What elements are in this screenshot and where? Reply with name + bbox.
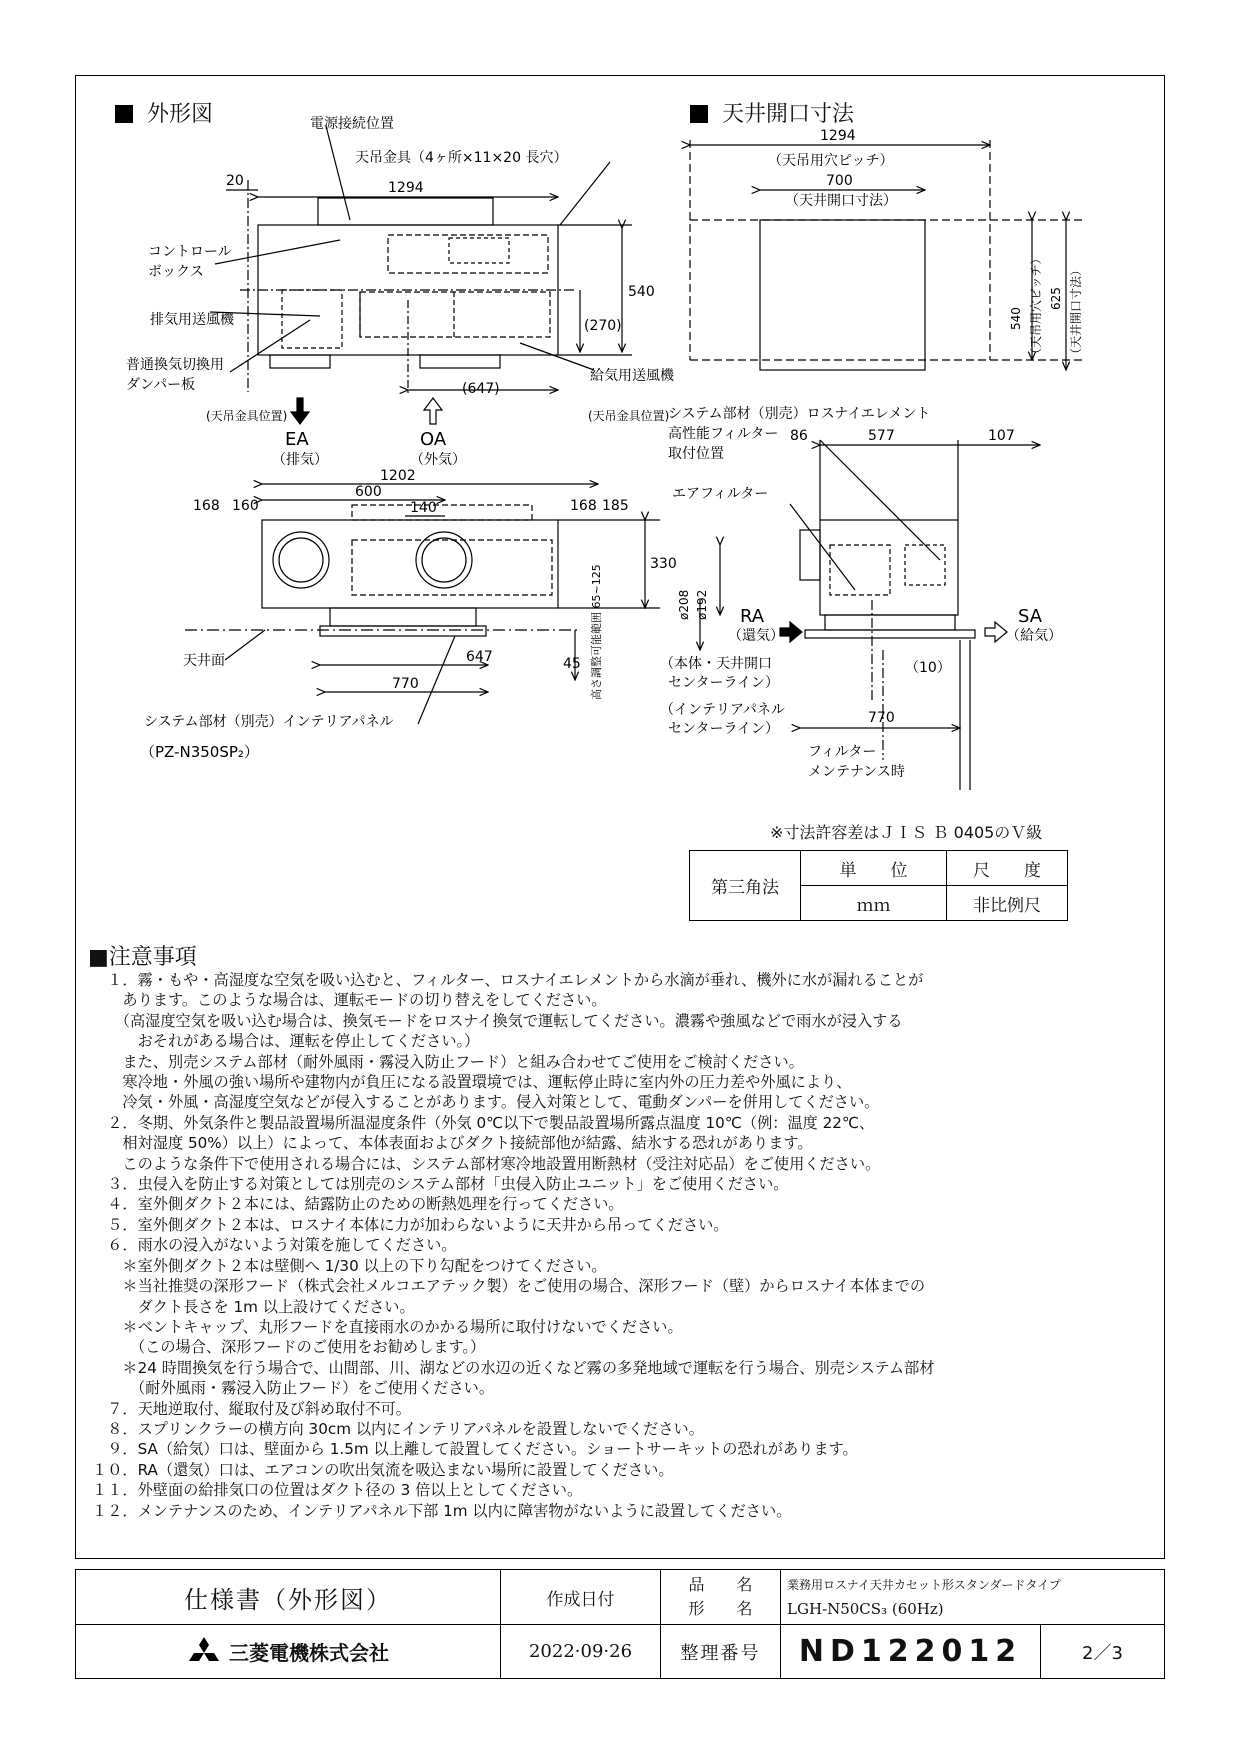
filter-label-1: 高性能フィルター [668, 426, 779, 442]
sa-arrow-icon [985, 622, 1007, 642]
center-label-1a: （本体・天井開口 [660, 656, 772, 672]
unit-value: ｍｍ [801, 886, 947, 921]
dim-1294: 1294 [388, 180, 424, 196]
dim-20: 20 [226, 173, 244, 189]
element-label: システム部材（別売）ロスナイエレメント [668, 406, 931, 422]
hanger-pos-left: (天吊金具位置) [206, 409, 288, 423]
dim-160: 160 [232, 498, 259, 514]
adjust-range: 高さ調整可能範囲 65~125 [590, 564, 603, 700]
note-line: また、別売システム部材（耐外風雨・霧浸入防止フード）と組み合わせてご使用をご検討ください。 [92, 1052, 804, 1071]
notes-title: ■注意事項 [88, 945, 197, 970]
ea-arrow-icon [291, 398, 309, 424]
dim-208: ø208 [677, 589, 691, 620]
maint-label-1: フィルター [808, 744, 877, 760]
center-label-2b: センターライン） [668, 721, 780, 737]
number-label: 整理番号 [661, 1625, 781, 1678]
dim-1202: 1202 [380, 468, 416, 484]
open-pitch-v: （天吊用穴ピッチ） [1029, 252, 1043, 360]
note-line: ６．雨水の浸入がないよう対策を施してください。 [92, 1236, 457, 1255]
note-line: 相対湿度 50%）以上）によって、本体表面およびダクト接続部他が結露、結氷する恐れがあります。 [92, 1134, 813, 1153]
hanger-label: 天吊金具（4ヶ所×11×20 長穴） [355, 150, 568, 166]
dim-270: (270) [584, 318, 622, 334]
dim-168-right: 168 [570, 498, 597, 514]
sa-label: SA [1018, 606, 1043, 627]
note-line: ８．スプリンクラーの横方向 30cm 以内にインテリアパネルを設置しないでください。 [92, 1419, 704, 1438]
control-label-1: コントロール [148, 244, 232, 260]
note-line: （この場合、深形フードのご使用をお勧めします。） [92, 1338, 486, 1357]
created-label: 作成日付 [501, 1570, 661, 1625]
opening-section-title: 天井開口寸法 [690, 97, 854, 128]
page-number: 2／3 [1082, 1642, 1123, 1664]
note-line: （高湿度空気を吸い込む場合は、換気モードをロスナイ換気で運転してください。濃霧や強風などで雨水が浸入する [92, 1011, 903, 1030]
open-dim-700: 700 [826, 173, 853, 189]
center-label-1b: センターライン） [668, 675, 780, 691]
dim-86: 86 [790, 428, 808, 444]
open-dim-625: 625 [1049, 287, 1063, 310]
ea-label: EA [285, 429, 309, 450]
damper-label-2: ダンパー板 [126, 377, 196, 393]
doc-number: ND122012 [781, 1625, 1041, 1678]
power-box [318, 198, 493, 225]
sa-sub-label: （給気） [1006, 628, 1062, 644]
note-line: ＊当社推奨の深形フード（株式会社メルコエアテック製）をご使用の場合、深形フード（壁）からロスナイ本体までの [92, 1277, 926, 1296]
ceiling-opening-rect [760, 220, 925, 370]
open-opening: （天井開口寸法） [785, 193, 897, 209]
panel-model: （PZ-N350SP₂） [140, 743, 259, 761]
ceiling-label: 天井面 [183, 653, 225, 669]
open-dim-1294: 1294 [820, 128, 856, 144]
company-cell [76, 1625, 501, 1678]
dim-45: 45 [563, 656, 581, 672]
oa-sub-label: （外気） [410, 452, 466, 468]
oa-arrow-icon [424, 398, 442, 424]
open-opening-v: （天井開口寸法） [1069, 263, 1083, 360]
dim-168-left: 168 [193, 498, 220, 514]
note-line: ダクト長さを 1m 以上設けてください。 [92, 1297, 415, 1316]
open-dim-540: 540 [1009, 307, 1023, 330]
note-line: １１．外壁面の給排気口の位置はダクト径の 3 倍以上としてください。 [92, 1481, 583, 1500]
power-label: 電源接続位置 [310, 116, 394, 132]
note-line: ＊ベントキャップ、丸形フードを直接雨水のかかる場所に取付けないでください。 [92, 1317, 683, 1336]
note-line: ７．天地逆取付、縦取付及び斜め取付不可。 [92, 1399, 411, 1418]
dim-540: 540 [628, 284, 655, 300]
dim-577: 577 [868, 428, 895, 444]
product-model-labels [661, 1570, 781, 1625]
damper-label-1: 普通換気切換用 [126, 357, 224, 373]
dim-647p: (647) [462, 381, 500, 397]
note-line: ＊室外側ダクト２本は壁側へ 1/30 以上の下り勾配をつけてください。 [92, 1256, 607, 1275]
dim-192: ø192 [695, 589, 709, 620]
exhaust-fan-label: 排気用送風機 [150, 312, 234, 328]
dim-185: 185 [602, 498, 629, 514]
date-value: 2022·09·26 [501, 1625, 661, 1678]
control-label-2: ボックス [148, 264, 204, 280]
hanger-pos-right: (天吊金具位置) [588, 409, 670, 423]
scale-label: 尺 度 [947, 851, 1068, 886]
scale-value: 非比例尺 [947, 886, 1068, 921]
company-name: 三菱電機株式会社 [229, 1641, 389, 1665]
note-line: １．霧・もや・高湿度な空気を吸い込むと、フィルター、ロスナイエレメントから水滴が垂れ、機外に水が漏れることが [92, 971, 924, 989]
note-line: ＊24 時間換気を行う場合で、山間部、川、湖などの水辺の近くなど霧の多発地域で運転を行う場合、別売システム部材 [92, 1358, 935, 1377]
dim-10: （10） [905, 660, 951, 676]
side-view-body [820, 520, 958, 615]
model-label: 形 名 [688, 1599, 753, 1618]
dim-600: 600 [355, 484, 382, 500]
side-dim-770: 770 [868, 710, 895, 726]
filter-label-2: 取付位置 [668, 446, 724, 462]
ea-sub-label: （排気） [272, 452, 328, 468]
tolerance-note: ※寸法許容差はＪＩＳ Ｂ 0405のＶ級 [770, 823, 1043, 842]
note-line: ３．虫侵入を防止する対策としては別売のシステム部材「虫侵入防止ユニット」をご使用ください。 [92, 1175, 789, 1194]
note-line: 寒冷地・外風の強い場所や建物内が負圧になる設置環境では、運転停止時に室内外の圧力差や外風により、 [92, 1073, 852, 1092]
note-line: ５．室外側ダクト２本は、ロスナイ本体に力が加わらないように天井から吊ってください。 [92, 1215, 729, 1234]
outline-section-title: 外形図 [115, 97, 213, 128]
dim-107: 107 [988, 428, 1015, 444]
note-line: ４．室外側ダクト２本には、結露防止のための断熱処理を行ってください。 [92, 1195, 624, 1214]
note-line: １０．RA（還気）口は、エアコンの吹出気流を吸込まない場所に設置してください。 [92, 1460, 674, 1479]
note-line: ９．SA（給気）口は、壁面から 1.5m 以上離して設置してください。ショートサーキットの恐れがあります。 [92, 1440, 858, 1459]
unit-label: 単 位 [801, 851, 947, 886]
maint-label-2: メンテナンス時 [808, 764, 905, 780]
ra-label: RA [740, 606, 765, 627]
note-line: 冷気・外風・高湿度空気などが侵入することがあります。侵入対策として、電動ダンパーを併用してください。 [92, 1093, 880, 1112]
oa-label: OA [420, 429, 447, 450]
dim-770: 770 [392, 676, 419, 692]
note-line: このような条件下で使用される場合には、システム部材寒冷地設置用断熱材（受注対応品）をご使用ください。 [92, 1154, 881, 1173]
note-line: （耐外風雨・霧浸入防止フード）をご使用ください。 [92, 1379, 495, 1398]
supply-fan-label: 給気用送風機 [590, 368, 674, 384]
dim-647: 647 [466, 649, 493, 665]
product-model-values [781, 1570, 1164, 1625]
note-line: １２．メンテナンスのため、インテリアパネル下部 1m 以内に障害物がないように設置してください。 [92, 1501, 792, 1520]
model-name: LGH-N50CS₃ (60Hz) [787, 1600, 944, 1618]
note-line: ２．冬期、外気条件と製品設置場所温湿度条件（外気 0℃以下で製品設置場所露点温度 10℃（例：温度 22℃、 [92, 1113, 875, 1132]
ea-duct-circle [273, 532, 329, 588]
air-filter-label: エアフィルター [672, 486, 769, 502]
product-name: 業務用ロスナイ天井カセット形スタンダードタイプ [787, 1578, 1061, 1592]
mitsubishi-logo-icon [187, 1637, 221, 1667]
note-line: おそれがある場合は、運転を停止してください。） [92, 1032, 480, 1051]
notes-list [92, 970, 1162, 1521]
technical-drawing [0, 0, 1240, 800]
panel-label: システム部材（別売）インテリアパネル [144, 714, 394, 730]
open-pitch: （天吊用穴ピッチ） [768, 153, 894, 169]
ra-sub-label: （還気） [728, 628, 784, 644]
title-block [75, 1569, 1165, 1679]
product-label: 品 名 [688, 1575, 753, 1594]
dim-140: 140 [410, 500, 437, 516]
note-line: あります。このような場合は、運転モードの切り替えをしてください。 [92, 991, 607, 1010]
doc-title: 仕様書（外形図） [76, 1570, 501, 1625]
projection-table [689, 850, 1068, 921]
dim-330: 330 [650, 556, 677, 572]
center-label-2a: （インテリアパネル [660, 702, 785, 718]
projection-method: 第三角法 [690, 851, 801, 921]
